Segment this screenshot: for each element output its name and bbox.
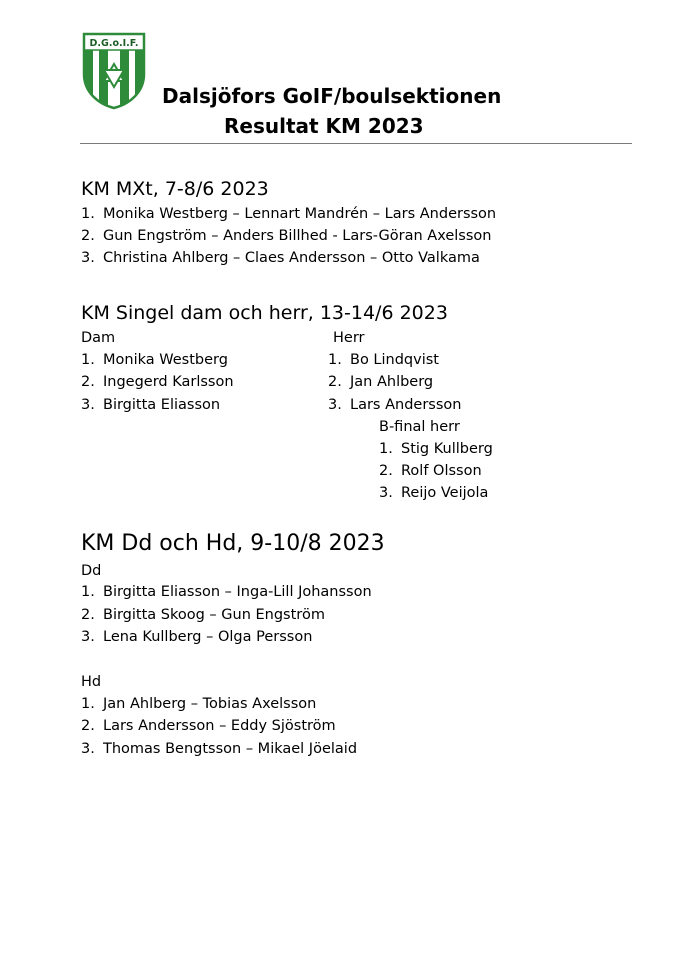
list-item <box>81 741 357 757</box>
item-number: 1. <box>81 584 95 600</box>
item-number: 2. <box>328 374 342 390</box>
item-text: Bo Lindqvist <box>350 352 439 368</box>
item-number: 3. <box>81 741 95 757</box>
item-number: 2. <box>81 374 95 390</box>
item-text: Jan Ahlberg – Tobias Axelsson <box>103 696 317 712</box>
item-number: 1. <box>81 206 95 222</box>
item-number: 3. <box>81 397 95 413</box>
item-text: Jan Ahlberg <box>350 374 434 390</box>
item-number: 1. <box>328 352 342 368</box>
item-number: 2. <box>81 718 95 734</box>
item-text: Lena Kullberg – Olga Persson <box>103 629 313 645</box>
item-text: Monika Westberg <box>103 352 228 368</box>
item-text: Ingegerd Karlsson <box>103 374 234 390</box>
group-label-dd: Dd <box>81 563 102 579</box>
logo-lettering: D.G.o.I.F. <box>89 38 139 49</box>
item-text: Reijo Veijola <box>401 485 489 501</box>
item-number: 1. <box>379 441 393 457</box>
item-number: 2. <box>81 228 95 244</box>
header-divider <box>80 143 632 144</box>
list-item <box>379 485 488 501</box>
list-item <box>328 397 461 413</box>
item-text: Rolf Olsson <box>401 463 482 479</box>
bfinal-label: B-final herr <box>379 419 460 435</box>
section-heading-dubbel: KM Dd och Hd, 9-10/8 2023 <box>81 531 385 556</box>
item-text: Lars Andersson <box>350 397 462 413</box>
list-item <box>81 397 220 413</box>
section-heading-mxt: KM MXt, 7-8/6 2023 <box>81 178 269 200</box>
item-number: 3. <box>379 485 393 501</box>
list-item <box>328 352 439 368</box>
item-number: 3. <box>81 629 95 645</box>
group-label-hd: Hd <box>81 674 102 690</box>
item-text: Birgitta Eliasson <box>103 397 221 413</box>
document-title: Resultat KM 2023 <box>224 114 424 138</box>
column-label-dam: Dam <box>81 330 116 346</box>
item-text: Birgitta Skoog – Gun Engström <box>103 607 325 623</box>
list-item <box>81 718 336 734</box>
list-item <box>379 441 493 457</box>
item-text: Stig Kullberg <box>401 441 493 457</box>
item-number: 1. <box>81 352 95 368</box>
list-item <box>81 352 228 368</box>
list-item <box>81 629 312 645</box>
item-text: Christina Ahlberg – Claes Andersson – Otto Valkama <box>103 250 480 266</box>
list-item <box>379 463 482 479</box>
list-item <box>81 250 480 266</box>
list-item <box>81 584 372 600</box>
item-number: 2. <box>81 607 95 623</box>
club-title: Dalsjöfors GoIF/boulsektionen <box>162 84 502 108</box>
section-heading-singel: KM Singel dam och herr, 13-14/6 2023 <box>81 302 448 324</box>
list-item <box>81 206 496 222</box>
item-text: Gun Engström – Anders Billhed - Lars-Göran Axelsson <box>103 228 492 244</box>
list-item <box>81 228 491 244</box>
club-logo <box>80 30 148 110</box>
list-item <box>81 607 325 623</box>
list-item <box>81 374 234 390</box>
list-item <box>81 696 316 712</box>
item-text: Monika Westberg – Lennart Mandrén – Lars Andersson <box>103 206 497 222</box>
item-text: Birgitta Eliasson – Inga-Lill Johansson <box>103 584 372 600</box>
list-item <box>328 374 433 390</box>
item-number: 2. <box>379 463 393 479</box>
item-text: Thomas Bengtsson – Mikael Jöelaid <box>103 741 358 757</box>
item-text: Lars Andersson – Eddy Sjöström <box>103 718 336 734</box>
item-number: 1. <box>81 696 95 712</box>
item-number: 3. <box>81 250 95 266</box>
column-label-herr: Herr <box>333 330 365 346</box>
item-number: 3. <box>328 397 342 413</box>
